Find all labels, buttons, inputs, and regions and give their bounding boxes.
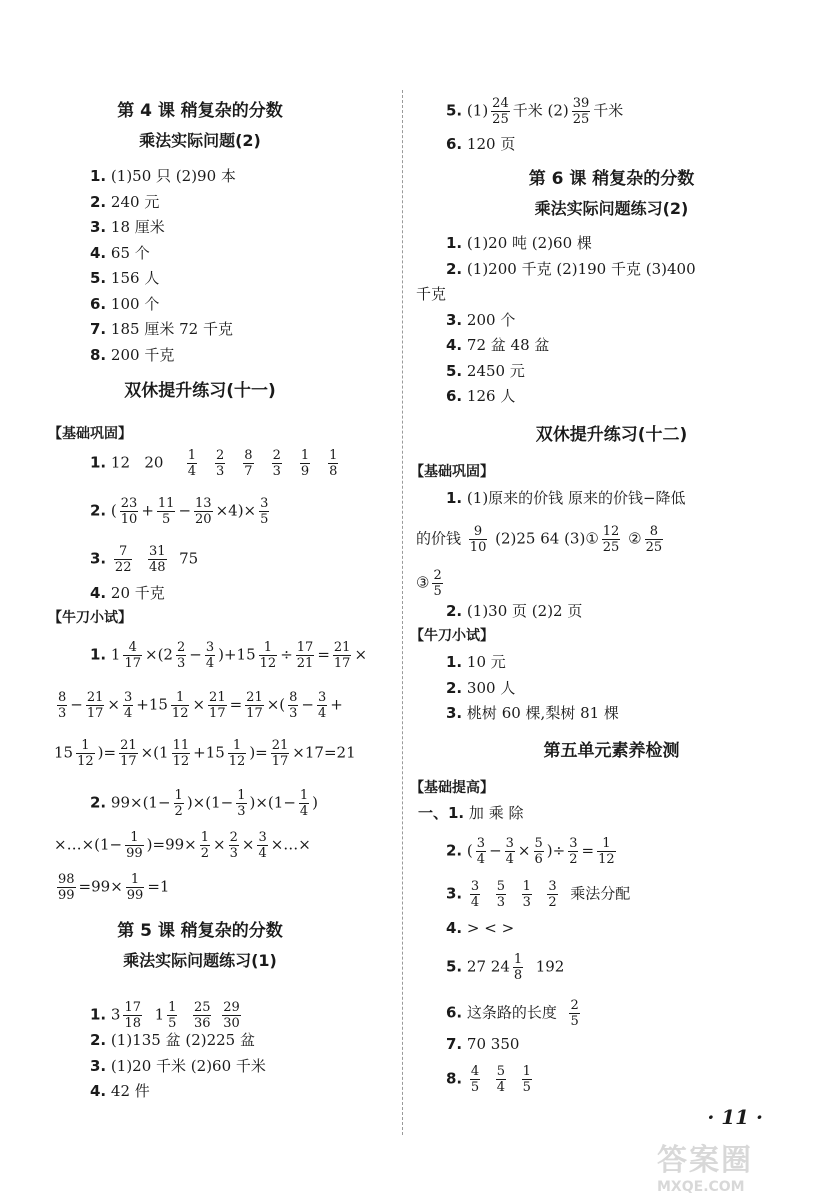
fraction: $\frac{1}{12}$: [77, 738, 94, 769]
fraction: $\frac{4}{5}$: [470, 1064, 480, 1095]
fraction-2: $\frac{2}{3}$: [216, 448, 225, 479]
fraction: $\frac{8}{3}$: [58, 690, 67, 721]
fraction: $\frac{3}{4}$: [505, 836, 514, 867]
lesson6-subtitle: 乘法实际问题练习(2): [534, 199, 689, 218]
fraction: $\frac{11}{12}$: [172, 738, 190, 769]
fraction: $\frac{7}{22}$: [114, 544, 132, 575]
u-q5: 5. 27 24 $\frac{1}{8}$ 192: [446, 952, 565, 983]
fraction: $\frac{5}{6}$: [534, 836, 543, 867]
lesson4-answer-1: 1. (1)50 只 (2)90 本: [90, 167, 236, 185]
lesson6-answer-6: 5. 2450 元: [446, 361, 525, 380]
watermark-logo: [657, 1135, 797, 1197]
u-q2: 2. ( $\frac{3}{4}$ − $\frac{3}{4}$ × $\frac{5}{6}$ )÷ $\frac{3}{2}$ = $\frac{1}{12}$: [446, 836, 615, 867]
try-answer-3: 3. 桃树 60 棵,梨树 81 棵: [446, 704, 619, 722]
u-q6: 6. 这条路的长度 $\frac{2}{5}$: [446, 998, 579, 1029]
basic-consolidation-label-2: 【基础巩固】: [410, 464, 494, 480]
weekend11-title: 双休提升练习(十一): [124, 381, 276, 401]
watermark-url: MXQE.COM: [657, 1179, 745, 1195]
fraction: $\frac{1}{99}$: [126, 830, 143, 861]
try-answer-2: 2. 300 人: [446, 678, 516, 697]
fraction: $\frac{3}{4}$: [258, 830, 267, 861]
fraction: $\frac{1}{3}$: [522, 879, 531, 910]
fraction: $\frac{1}{5}$: [522, 1064, 531, 1095]
fraction: $\frac{21}{17}$: [209, 690, 226, 721]
fraction: $\frac{98}{99}$: [58, 872, 75, 903]
fraction: $\frac{23}{10}$: [120, 496, 138, 527]
fraction: $\frac{8}{3}$: [289, 690, 298, 721]
lesson6-answer-7: 6. 126 人: [446, 387, 516, 405]
try-label-2: 【牛刀小试】: [410, 628, 494, 644]
weekend12-title: 双休提升练习(十二): [535, 425, 688, 445]
u-q4: 4. > < >: [446, 919, 515, 937]
try-answer-1: 1. 10 元: [446, 653, 506, 671]
fraction: $\frac{3}{5}$: [260, 496, 269, 527]
lesson6-title: 第 6 课 稍复杂的分数: [528, 169, 695, 189]
fraction: $\frac{5}{4}$: [496, 1064, 506, 1095]
lesson4-subtitle: 乘法实际问题(2): [139, 131, 261, 150]
fraction: $\frac{5}{3}$: [496, 879, 506, 910]
page-number: · 11 ·: [707, 1105, 763, 1129]
fraction: $\frac{17}{18}$: [124, 1000, 142, 1031]
w11-q2: 2. ( $\frac{23}{10}$ + $\frac{11}{5}$ − $\frac{13}{20}$ ×4)× $\frac{3}{5}$: [90, 496, 269, 527]
fraction: $\frac{3}{4}$: [476, 836, 486, 867]
w12-q1-line3: ③ $\frac{2}{5}$: [416, 568, 442, 599]
fraction: $\frac{13}{20}$: [195, 496, 212, 527]
fraction: $\frac{8}{25}$: [645, 524, 663, 555]
fraction: $\frac{1}{5}$: [168, 1000, 177, 1031]
lesson5-subtitle: 乘法实际问题练习(1): [123, 951, 277, 970]
right-column: [408, 0, 815, 1120]
lesson4-answer-2: 2. 240 元: [90, 192, 160, 211]
w12-q1-line2: 的价钱 $\frac{9}{10}$ (2)25 64 (3)① $\frac{12}{25}$ ② $\frac{8}{25}$: [416, 524, 663, 555]
fraction: $\frac{11}{5}$: [157, 496, 175, 527]
fraction: $\frac{17}{21}$: [296, 640, 314, 671]
try-q1-line1: 1. 1 $\frac{4}{17}$ ×(2 $\frac{2}{3}$ − $\frac{3}{4}$ )+15 $\frac{1}{12}$ ÷ $\frac{17}{21}$ = $\frac{21}{17}$ ×: [90, 640, 368, 671]
improve-label: 【基础提高】: [410, 780, 494, 796]
fraction: $\frac{2}{3}$: [229, 830, 238, 861]
fraction: $\frac{12}{25}$: [602, 524, 620, 555]
fraction: $\frac{1}{2}$: [174, 788, 183, 819]
fraction: $\frac{1}{99}$: [126, 872, 144, 903]
fraction: $\frac{3}{4}$: [318, 690, 327, 721]
lesson4-answer-6: 6. 100 个: [90, 294, 160, 313]
fraction: $\frac{21}{17}$: [271, 738, 289, 769]
fraction-1: $\frac{1}{4}$: [187, 448, 197, 479]
fraction: $\frac{1}{12}$: [171, 690, 189, 721]
column-divider: [402, 90, 404, 1135]
r-q5: 5. (1) $\frac{24}{25}$ 千米 (2) $\frac{39}{25}$ 千米: [446, 96, 624, 127]
lesson6-answer-1: 1. (1)20 吨 (2)60 棵: [446, 234, 592, 252]
lesson5-answer-3: 4. 42 件: [90, 1082, 150, 1100]
fraction: $\frac{21}{17}$: [86, 690, 104, 721]
try-q1-line3: 15 $\frac{1}{12}$ )= $\frac{21}{17}$ ×(1 $\frac{11}{12}$ +15 $\frac{1}{12}$ )= $\frac{21}{17}$ ×17=21: [54, 738, 356, 769]
lesson5-answer-2: 3. (1)20 千米 (2)60 千米: [90, 1056, 266, 1075]
try-q1-line2: $\frac{8}{3}$ − $\frac{21}{17}$ × $\frac{3}{4}$ +15 $\frac{1}{12}$ × $\frac{21}{17}$ = $\frac{21}{17}$ ×( $\frac{8}{3}$ − $\frac{3}{4}$ +: [58, 690, 343, 721]
fraction-3: $\frac{8}{7}$: [244, 448, 253, 479]
lesson4-answer-8: 8. 200 千克: [90, 345, 175, 364]
w12-q1-line1: 1. (1)原来的价钱 原来的价钱−降低: [446, 489, 686, 507]
fraction: $\frac{1}{4}$: [299, 788, 309, 819]
w11-q1: 1. 12 20 $\frac{1}{4}$ $\frac{2}{3}$ $\frac{8}{7}$ $\frac{2}{3}$ $\frac{1}{9}$ $\frac{1}{8}$: [90, 448, 338, 479]
fraction: $\frac{3}{4}$: [470, 879, 480, 910]
fraction: $\frac{3}{4}$: [123, 690, 133, 721]
left-column: [0, 0, 400, 1120]
lesson6-answer-5: 4. 72 盆 48 盆: [446, 336, 550, 354]
lesson4-answer-3: 3. 18 厘米: [90, 218, 165, 236]
lesson4-answer-4: 4. 65 个: [90, 243, 150, 262]
watermark-text: 答案圈: [657, 1143, 753, 1178]
lesson6-answer-4: 3. 200 个: [446, 310, 516, 329]
lesson5-answer-1: 2. (1)135 盆 (2)225 盆: [90, 1031, 255, 1049]
try-q2-line3: $\frac{98}{99}$ =99× $\frac{1}{99}$ =1: [58, 872, 170, 903]
lesson4-answer-7: 7. 185 厘米 72 千克: [90, 320, 233, 338]
fraction-6: $\frac{1}{8}$: [329, 448, 338, 479]
fraction: $\frac{3}{2}$: [548, 879, 557, 910]
u-q7: 7. 70 350: [446, 1035, 520, 1053]
w11-q3: 3. $\frac{7}{22}$ $\frac{31}{48}$ 75: [90, 544, 199, 575]
fraction: $\frac{29}{30}$: [223, 1000, 240, 1031]
lesson6-answer-2: 2. (1)200 千克 (2)190 千克 (3)400: [446, 259, 696, 278]
fraction: $\frac{2}{5}$: [433, 568, 442, 599]
fraction: $\frac{9}{10}$: [469, 524, 487, 555]
lesson4-title: 第 4 课 稍复杂的分数: [117, 101, 283, 121]
fraction: $\frac{3}{2}$: [569, 836, 578, 867]
unit5-title: 第五单元素养检测: [543, 741, 680, 761]
lesson5-title: 第 5 课 稍复杂的分数: [117, 921, 283, 941]
fraction: $\frac{1}{8}$: [513, 952, 523, 983]
basic-consolidation-label: 【基础巩固】: [48, 426, 132, 442]
u-q8: 8. $\frac{4}{5}$ $\frac{5}{4}$ $\frac{1}{5}$: [446, 1064, 531, 1095]
fraction: $\frac{1}{12}$: [598, 836, 615, 867]
fraction: $\frac{2}{3}$: [176, 640, 186, 671]
w11-q4: 4. 20 千克: [90, 584, 165, 602]
try-q2-line1: 2. 99×(1− $\frac{1}{2}$ )×(1− $\frac{1}{3}$ )×(1− $\frac{1}{4}$ ): [90, 788, 319, 819]
fraction: $\frac{2}{5}$: [570, 998, 579, 1029]
fraction: $\frac{4}{17}$: [124, 640, 142, 671]
fraction-5: $\frac{1}{9}$: [300, 448, 310, 479]
r-q6: 6. 120 页: [446, 135, 516, 153]
fraction: $\frac{24}{25}$: [492, 96, 509, 127]
fraction: $\frac{39}{25}$: [572, 96, 590, 127]
try-label: 【牛刀小试】: [48, 610, 132, 626]
l5-q1: 1. 3 $\frac{17}{18}$ 1 $\frac{1}{5}$ $\frac{25}{36}$ $\frac{29}{30}$: [90, 1000, 240, 1031]
try-q2-line2: ×…×(1− $\frac{1}{99}$ )=99× $\frac{1}{2}$ × $\frac{2}{3}$ × $\frac{3}{4}$ ×…×: [54, 830, 311, 861]
fraction: $\frac{1}{12}$: [228, 738, 246, 769]
u-q1: 一、1. 加 乘 除: [418, 804, 524, 822]
fraction: $\frac{1}{2}$: [200, 830, 210, 861]
fraction: $\frac{1}{12}$: [259, 640, 277, 671]
lesson6-answer-3: 千克: [416, 285, 447, 303]
u-q3: 3. $\frac{3}{4}$ $\frac{5}{3}$ $\frac{1}{3}$ $\frac{3}{2}$ 乘法分配: [446, 879, 631, 910]
fraction: $\frac{31}{48}$: [149, 544, 166, 575]
fraction: $\frac{1}{3}$: [237, 788, 246, 819]
fraction: $\frac{25}{36}$: [193, 1000, 211, 1031]
w12-q2: 2. (1)30 页 (2)2 页: [446, 602, 583, 620]
lesson4-answer-5: 5. 156 人: [90, 269, 160, 287]
fraction-4: $\frac{2}{3}$: [272, 448, 281, 479]
fraction: $\frac{21}{17}$: [120, 738, 137, 769]
fraction: $\frac{3}{4}$: [205, 640, 215, 671]
fraction: $\frac{21}{17}$: [246, 690, 263, 721]
fraction: $\frac{21}{17}$: [333, 640, 351, 671]
